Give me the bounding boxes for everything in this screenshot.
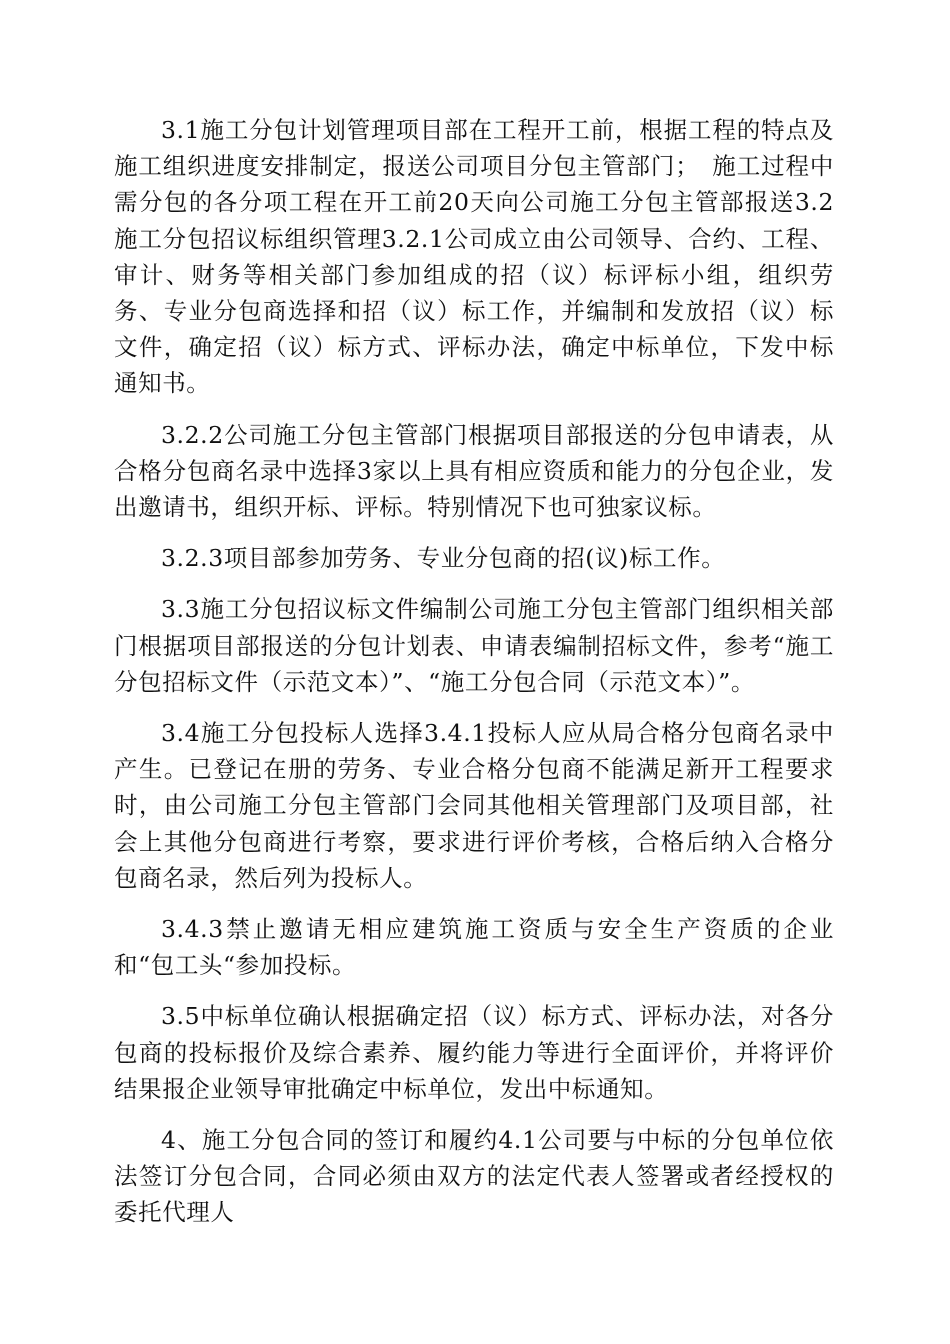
paragraph-3-4-3: 3.4.3禁止邀请无相应建筑施工资质与安全生产资质的企业和“包工头“参加投标。 bbox=[114, 915, 834, 980]
paragraph-3-2-3: 3.2.3项目部参加劳务、专业分包商的招(议)标工作。 bbox=[161, 544, 726, 573]
document-body bbox=[114, 112, 834, 1231]
paragraph-3-3: 3.3施工分包招议标文件编制公司施工分包主管部门组织相关部门根据项目部报送的分包计划表、申请表编制招标文件，参考“施工分包招标文件（示范文本）”、“施工分包合同（示范文本）”。 bbox=[114, 595, 834, 696]
paragraph-3-5: 3.5中标单位确认根据确定招（议）标方式、评标办法，对各分包商的投标报价及综合素养、履约能力等进行全面评价，并将评价结果报企业领导审批确定中标单位，发出中标通知。 bbox=[114, 1002, 834, 1103]
paragraph-3-4: 3.4施工分包投标人选择3.4.1投标人应从局合格分包商名录中产生。已登记在册的劳务、专业合格分包商不能满足新开工程要求时，由公司施工分包主管部门会同其他相关管理部门及项目部，社会上其他分包商进行考察，要求进行评价考核，合格后纳入合格分包商名录，然后列为投标人。 bbox=[114, 719, 834, 892]
paragraph-3-1: 3.1施工分包计划管理项目部在工程开工前，根据工程的特点及施工组织进度安排制定，报送公司项目分包主管部门； 施工过程中需分包的各分项工程在开工前20天向公司施工分包主管部报送3.2施工分包招议标组织管理3.2.1公司成立由公司领导、合约、工程、审计、财务等相关部门参加组成的招（议）标评标小组，组织劳务、专业分包商选择和招（议）标工作，并编制和发放招（议）标文件，确定招（议）标方式、评标办法，确定中标单位，下发中标通知书。 bbox=[114, 116, 834, 398]
paragraph-4: 4、施工分包合同的签订和履约4.1公司要与中标的分包单位依法签订分包合同，合同必须由双方的法定代表人签署或者经授权的委托代理人 bbox=[114, 1126, 834, 1227]
paragraph-3-2-2: 3.2.2公司施工分包主管部门根据项目部报送的分包申请表，从合格分包商名录中选择3家以上具有相应资质和能力的分包企业，发出邀请书，组织开标、评标。特别情况下也可独家议标。 bbox=[114, 420, 834, 522]
